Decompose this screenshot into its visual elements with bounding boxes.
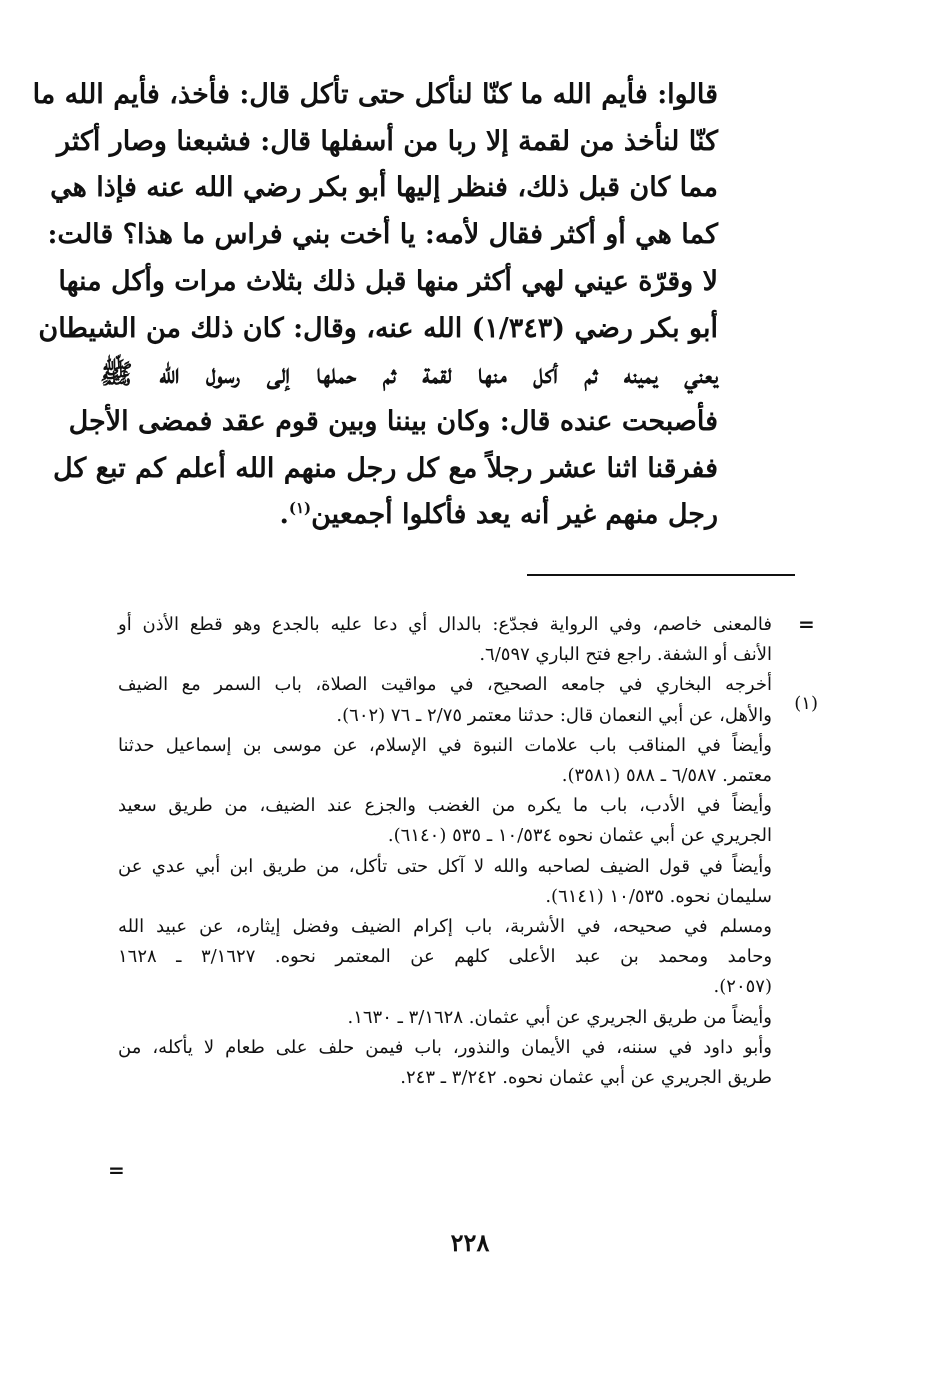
- footnote-line: أخرجه البخاري في جامعه الصحيح، في مواقيت الصلاة، باب السمر مع الضيف: [118, 674, 772, 696]
- footnote-line: (٢٠٥٧).: [713, 976, 772, 998]
- page-number: ٢٢٨: [450, 1228, 490, 1257]
- footnote-line: الجريري عن أبي عثمان نحوه ١٠/٥٣٤ ـ ٥٣٥ (٦١٤٠).: [387, 825, 772, 847]
- end-mark: .: [279, 499, 289, 531]
- footnote-line: ومسلم في صحيحه، في الأشربة، باب إكرام الضيف وفضل إيثاره، عن عبيد الله: [118, 916, 772, 938]
- footnote-line: وأبو داود في سننه، في الأيمان والنذور، باب فيمن حلف على طعام لا يأكله، من: [118, 1036, 772, 1058]
- footnote-line: الأنف أو الشفة. راجع فتح الباري ٦/٥٩٧.: [479, 644, 772, 666]
- footnote-line: فالمعنى خاصم، وفي الرواية فجدّع: بالدال أي دعا عليه بالجدع وهو قطع الأذن أو: [118, 614, 772, 635]
- main-text-line: لا وقرّة عيني لهي أكثر منها قبل ذلك بثلاث مرات وأكل منها: [58, 265, 718, 297]
- main-text-line: مما كان قبل ذلك، فنظر إليها أبو بكر رضي الله عنه فإذا هي: [50, 172, 718, 204]
- main-text-line: كنّا لنأخذ من لقمة إلا ربا من أسفلها قال: فشبعنا وصار أكثر: [56, 125, 718, 157]
- footnote-line: وأيضاً في قول الضيف لصاحبه والله لا آكل حتى تأكل، من طريق ابن أبي عدي عن: [118, 855, 772, 877]
- footnote-line: سليمان نحوه. ١٠/٥٣٥ (٦١٤١).: [545, 885, 772, 907]
- main-text-line: أبو بكر رضي (١/٣٤٣) الله عنه، وقال: كان ذلك من الشيطان: [38, 312, 718, 344]
- footnote-line: وأيضاً في المناقب باب علامات النبوة في الإسلام، عن موسى بن إسماعيل حدثنا: [118, 734, 772, 756]
- continuation-mark-top: =: [798, 612, 815, 636]
- footnote-reference: (١): [288, 499, 312, 518]
- footnote-line: وحامد ومحمد بن عبد الأعلى كلهم عن المعتمر نحوه. ٣/١٦٢٧ ـ ١٦٢٨: [118, 946, 773, 968]
- main-text-line: يعني يمينه ثم أكل منها لقمة ثم حملها إلى رسول الله ﷺ: [100, 359, 718, 391]
- footnotes-block: [118, 610, 772, 1093]
- footnote-line: وأيضاً من طريق الجريري عن أبي عثمان. ٣/١٦٢٨ ـ ١٦٣٠.: [347, 1006, 772, 1028]
- footnote-line: طريق الجريري عن أبي عثمان نحوه. ٣/٢٤٢ ـ ٢٤٣.: [400, 1067, 772, 1089]
- main-text-block: [32, 72, 718, 539]
- main-text-line: فأصبحت عنده قال: وكان بيننا وبين قوم عقد فمضى الأجل: [68, 405, 718, 437]
- main-text-last-line: [100, 492, 718, 539]
- main-text-line: رجل منهم غير أنه يعد فأكلوا أجمعين: [311, 499, 718, 531]
- main-text-line: ففرقنا اثنا عشر رجلاً مع كل رجل منهم الله أعلم كم تبع كل: [52, 452, 718, 484]
- footnote-number: (١): [794, 693, 818, 714]
- footnote-separator: [527, 574, 795, 576]
- footnote-line: معتمر. ٦/٥٨٧ ـ ٥٨٨ (٣٥٨١).: [561, 765, 772, 787]
- main-text-line: كما هي أو أكثر فقال لأمه: يا أخت بني فراس ما هذا؟ قالت:: [47, 219, 718, 251]
- continuation-mark-bottom: =: [108, 1158, 125, 1182]
- footnote-line: وأيضاً في الأدب، باب ما يكره من الغضب والجزع عند الضيف، من طريق سعيد: [118, 795, 772, 817]
- footnote-line: والأهل، عن أبي النعمان قال: حدثنا معتمر ٢/٧٥ ـ ٧٦ (٦٠٢).: [336, 704, 772, 726]
- main-text-line: قالوا: فأيم الله ما كنّا لنأكل حتى تأكل قال: فأخذ، فأيم الله ما: [32, 79, 718, 110]
